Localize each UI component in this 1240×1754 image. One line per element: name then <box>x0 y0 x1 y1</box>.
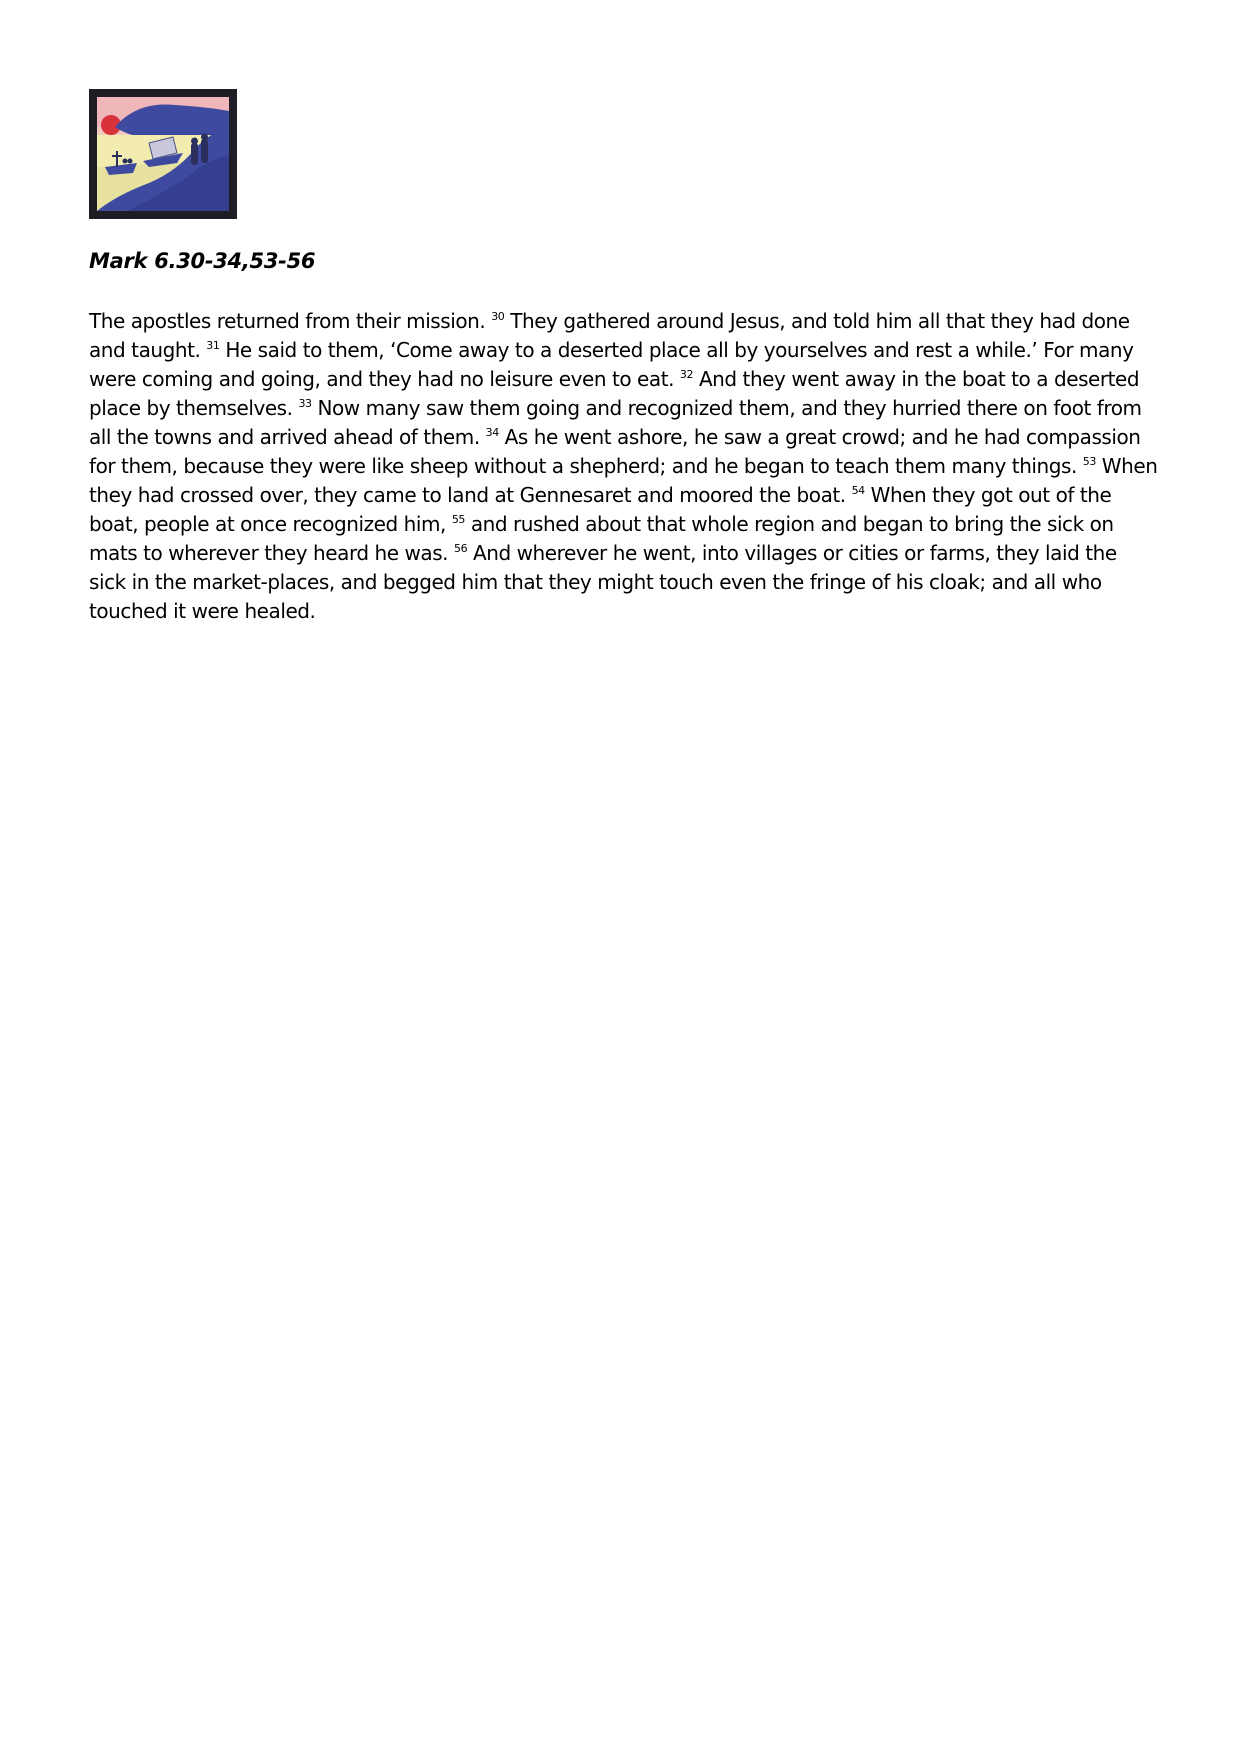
verse-number: 53 <box>1082 455 1096 468</box>
verse-text: And wherever he went, into villages or cities or farms, they laid the sick in the market-places, and begged him that they might touch even the fringe of his cloak; and all who touched it were healed. <box>89 541 1117 623</box>
verse-number: 55 <box>451 513 465 526</box>
verse-number: 30 <box>491 310 505 323</box>
verse-text: and rushed about that whole region and began to bring the sick on mats to wherever they heard he was. <box>89 512 1114 565</box>
verse-number: 32 <box>679 368 694 381</box>
verse-text: They gathered around Jesus, and told him all that they had done and taught. <box>89 309 1130 362</box>
verse-number: 56 <box>454 542 468 555</box>
illustration-graphic <box>97 97 229 211</box>
passage-text <box>89 307 1159 626</box>
verse-text: When they had crossed over, they came to land at Gennesaret and moored the boat. <box>89 454 1158 507</box>
verse-text: The apostles returned from their mission. <box>89 309 492 333</box>
verse-number: 31 <box>206 339 220 352</box>
passage-heading: Mark 6.30-34,53-56 <box>89 249 316 273</box>
verse-text: As he went ashore, he saw a great crowd; and he had compassion for them, because they were like sheep without a shepherd; and he began to teach them many things. <box>89 425 1141 478</box>
verse-text: He said to them, ‘Come away to a deserted place all by yourselves and rest a while.’ For many were coming and going, and they had no leisure even to eat. <box>89 338 1134 391</box>
verse-number: 34 <box>485 426 499 439</box>
verse-number: 54 <box>851 484 865 497</box>
verse-text: And they went away in the boat to a deserted place by themselves. <box>89 367 1140 420</box>
verse-text: Now many saw them going and recognized them, and they hurried there on foot from all the towns and arrived ahead of them. <box>89 396 1142 449</box>
boat-landscape-icon <box>89 89 237 219</box>
verse-text: When they got out of the boat, people at once recognized him, <box>89 483 1112 536</box>
verse-number: 33 <box>298 397 312 410</box>
